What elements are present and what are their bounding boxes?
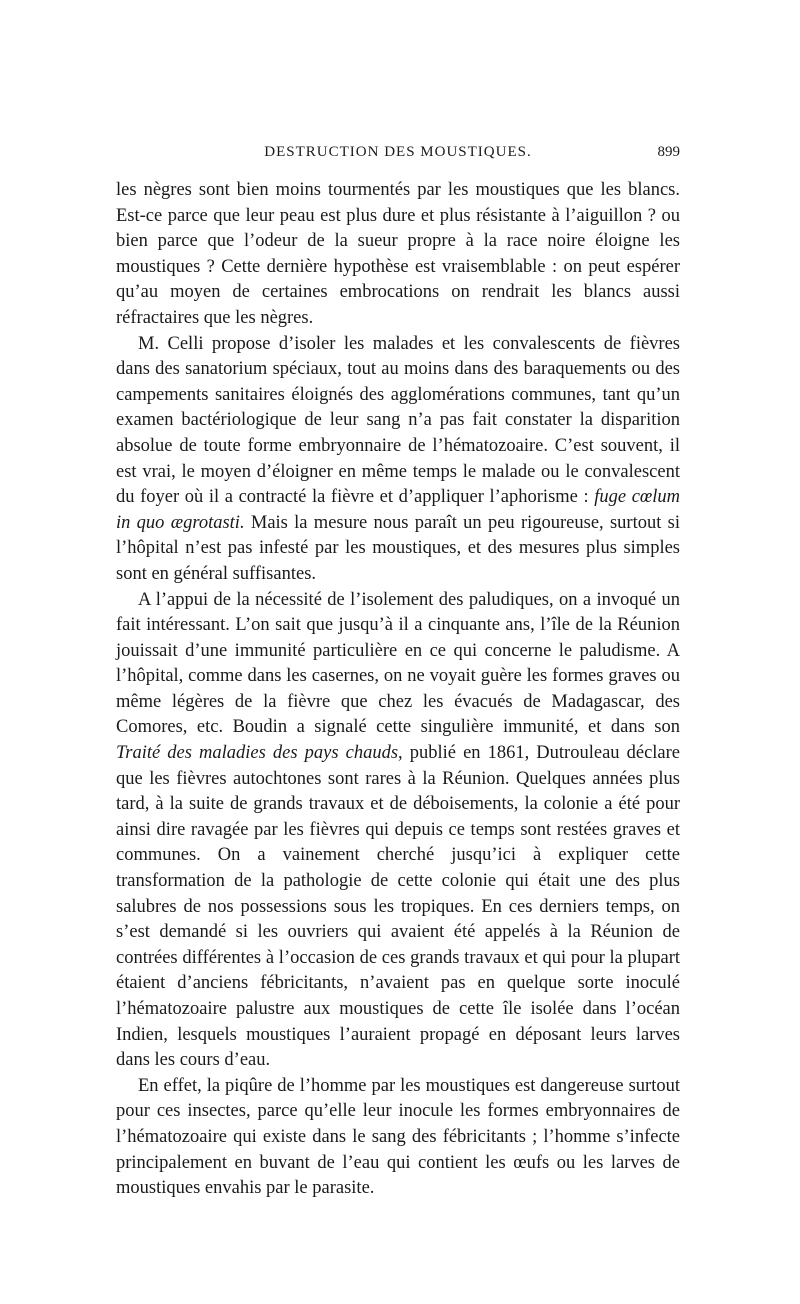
latin-aphorism: fuge cœlum in quo ægrotasti. [116,487,680,533]
paragraph-2 [116,332,680,588]
running-title: DESTRUCTION DES MOUSTIQUES. [264,144,532,160]
paragraph-3-text-b: , publié en 1861, Dutrouleau déclare que les fièvres autochtones sont rares à la Réunion. Quelques années plus tard, à la suite de grands travaux et de déboisements, la colonie a été pour ainsi dire ravagée par les fièvres qui depuis ce temps sont restées graves et communes. On a vainement cherché jusqu’ici à expliquer cette transformation de la pathologie de cette colonie qui était une des plus salubres de nos possessions sous les tropiques. En ces derniers temps, on s’est demandé si les ouvriers qui avaient été appelés à la Réunion de contrées différentes à l’occasion de ces grands travaux et qui pour la plupart étaient d’anciens fébricitants, n’avaient pas en quelque sorte inoculé l’hématozoaire palustre aux moustiques de cette île isolée dans l’océan Indien, lesquels moustiques l’auraient propagé en déposant leurs larves dans les cours d’eau. [116,743,681,1071]
running-head [116,140,680,170]
paragraph-2-text-b: Mais la mesure nous paraît un peu rigoureuse, surtout si l’hôpital n’est pas infesté par les moustiques, et des mesures plus simples sont en général suffisantes. [116,512,680,584]
book-page [116,140,680,1202]
paragraph-3 [116,588,680,1074]
paragraph-4: En effet, la piqûre de l’homme par les moustiques est dangereuse surtout pour ces insectes, parce qu’elle leur inocule les formes embryonnaires de l’hématozoaire qui existe dans le sang des fébricitants ; l’homme s’infecte principalement en buvant de l’eau qui contient les œufs ou les larves de moustiques envahis par le parasite. [116,1075,680,1199]
paragraph-3-text-a: A l’appui de la nécessité de l’isolement des paludiques, on a invoqué un fait intéressant. L’on sait que jusqu’à il a cinquante ans, l’île de la Réunion jouissait d’une immunité particulière en ce qui concerne le paludisme. A l’hôpital, comme dans les casernes, on ne voyait guère les formes graves ou même légères de la fièvre que chez les évacués de Madagascar, des Comores, etc. Boudin a signalé cette singulière immunité, et dans son [116,589,680,738]
page-number: 899 [657,144,680,160]
paragraph-1: les nègres sont bien moins tourmentés par les moustiques que les blancs. Est-ce parce que leur peau est plus dure et plus résistante à l’aiguillon ? ou bien parce que l’odeur de la sueur propre à la race noire éloigne les moustiques ? Cette dernière hypothèse est vraisemblable : on peut espérer qu’au moyen de certaines embrocations on rendrait les blancs aussi réfractaires que les nègres. [116,180,680,328]
paragraph-2-text-a: M. Celli propose d’isoler les malades et les convalescents de fièvres dans des sanatorium spéciaux, tout au moins dans des baraquements ou des campements sanitaires éloignés des agglomérations communes, tant qu’un examen bactériologique de leur sang n’a pas fait constater la disparition absolue de toute forme embryonnaire de l’hématozoaire. C’est souvent, il est vrai, le moyen d’éloigner en même temps le malade ou le convalescent du foyer où il a contracté la fièvre et d’appliquer l’aphorisme : [116,333,680,508]
book-title-reference: Traité des maladies des pays chauds [116,743,399,764]
